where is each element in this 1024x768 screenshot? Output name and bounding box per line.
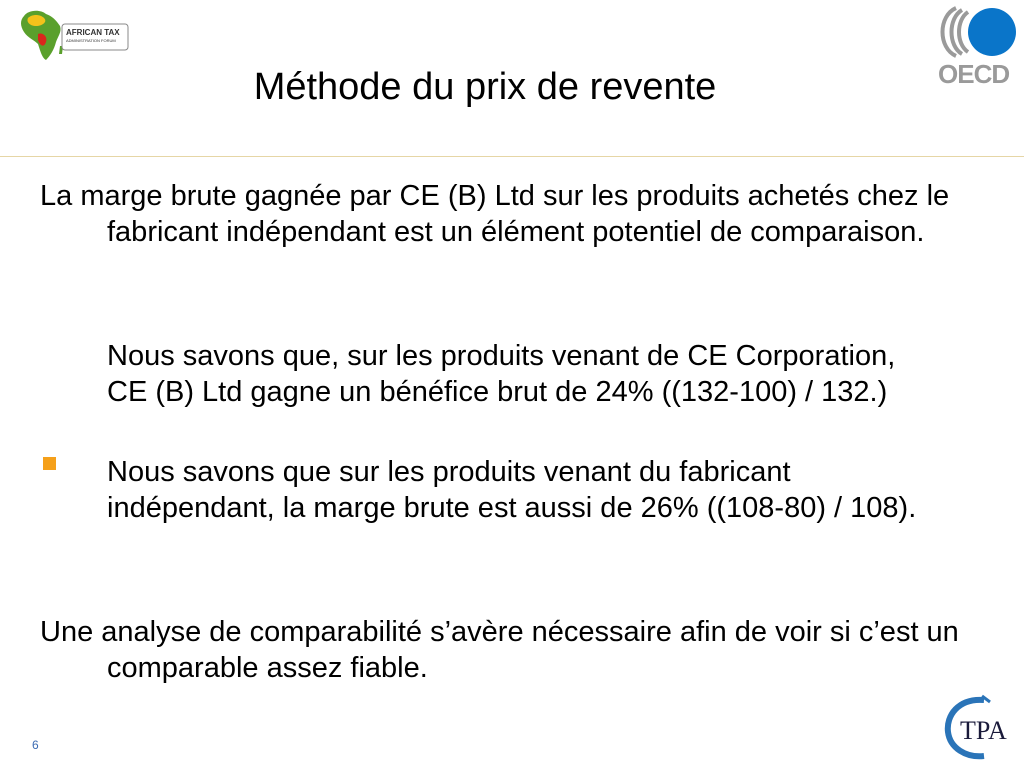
slide-title: Méthode du prix de revente xyxy=(253,66,717,108)
paragraph-2: Nous savons que, sur les produits venant de CE Corporation, CE (B) Ltd gagne un bénéfice brut de 24% ((132-100) / 132.) xyxy=(107,340,896,408)
bullet-marker xyxy=(43,457,56,470)
paragraph-4: Une analyse de comparabilité s’avère nécessaire afin de voir si c’est un comparable assez fiable. xyxy=(40,616,959,684)
oecd-logo-text: OECD xyxy=(938,59,1010,89)
page-number: 6 xyxy=(32,738,39,752)
paragraph-3: Nous savons que sur les produits venant du fabricant indépendant, la marge brute est aussi de 26% ((108-80) / 108). xyxy=(107,456,917,524)
ctpa-logo-text: TPA xyxy=(960,716,1007,745)
paragraph-1: La marge brute gagnée par CE (B) Ltd sur les produits achetés chez le fabricant indépendant est un élément potentiel de comparaison. xyxy=(40,180,950,248)
atf-logo-subtitle: ADMINISTRATION FORUM xyxy=(66,38,116,43)
atf-logo xyxy=(14,6,130,62)
atf-logo-title: AFRICAN TAX xyxy=(66,28,120,37)
title-divider xyxy=(0,156,1024,157)
